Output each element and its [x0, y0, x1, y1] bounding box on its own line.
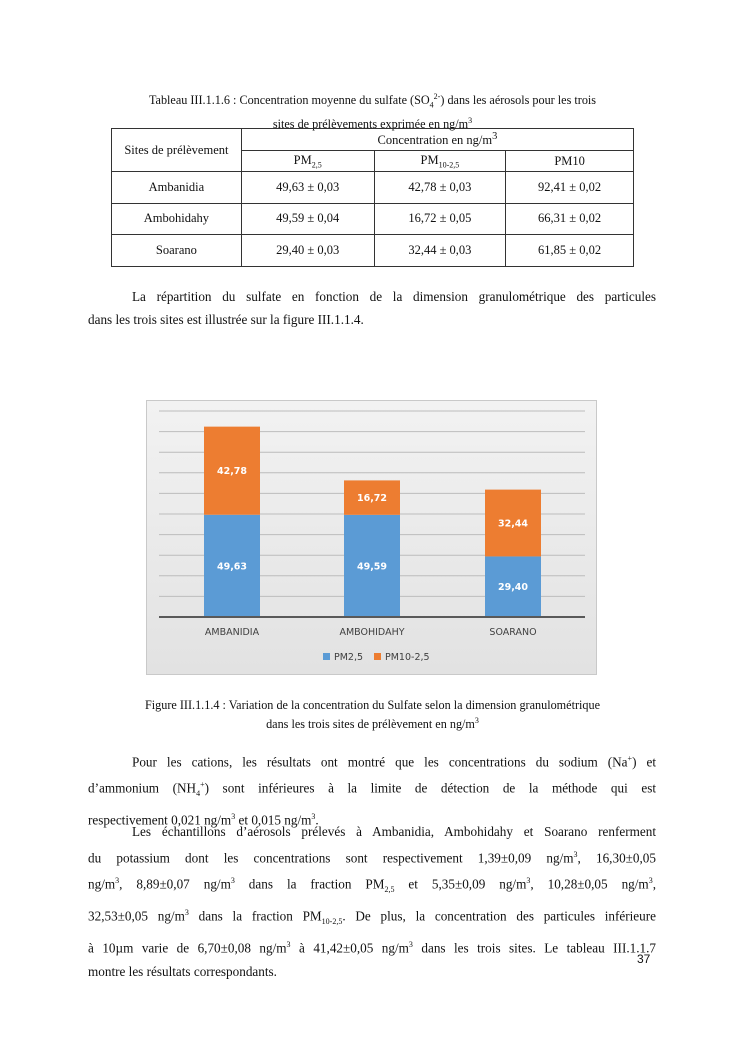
- category-label: AMBANIDIA: [204, 627, 260, 638]
- table-caption-line-1: Tableau III.1.1.6 : Concentration moyenne du sulfate $(SO_4^{2-})$ dans les aérosols pour les trois: [148, 92, 597, 110]
- table-row: [112, 172, 634, 204]
- paragraph-line: La répartition du sulfate en fonction de la dimension granulométrique des particules: [132, 289, 656, 304]
- cell-site: Ambohidahy: [112, 203, 242, 235]
- data-label: 32,44: [497, 518, 529, 530]
- paragraph-line: à 10µm varie de 6,70±0,08 $ng/m^3$ à 41,42±0,05 $ng/m^3$ dans les trois sites. Le tableau III.1.1.7: [88, 940, 657, 956]
- header-pm10-25: $PM_{10-2,5}$: [374, 151, 506, 172]
- paragraph-line: respectivement 0,021 $ng/m^3$ et 0,015 $ng/m^3$.: [88, 812, 319, 828]
- data-label: 49,59: [356, 561, 388, 573]
- paragraph-3: [88, 820, 656, 983]
- cell-pm10: 92,41 ± 0,02: [506, 172, 634, 204]
- cell-pm10-25: 32,44 ± 0,03: [374, 235, 506, 267]
- figure-caption: [100, 698, 645, 732]
- table-row: [112, 235, 634, 267]
- data-label: 16,72: [356, 493, 388, 505]
- cell-pm25: 49,59 ± 0,04: [241, 203, 374, 235]
- cell-pm10-25: 16,72 ± 0,05: [374, 203, 506, 235]
- table-caption-line-2: sites de prélèvements exprimée en $ng/m^3$: [272, 115, 473, 131]
- cell-pm25: 49,63 ± 0,03: [241, 172, 374, 204]
- cell-pm10: 61,85 ± 0,02: [506, 235, 634, 267]
- cell-pm10: 66,31 ± 0,02: [506, 203, 634, 235]
- header-pm10: PM10: [506, 151, 634, 172]
- sulfate-chart: [146, 400, 597, 675]
- paragraph-1: [88, 285, 656, 331]
- paragraph-line: 32,53±0,05 $ng/m^3$ dans la fraction $PM_{10-2,5}$. De plus, la concentration des particules inférieure: [88, 908, 656, 927]
- category-label: SOARANO: [489, 627, 537, 638]
- figure-caption-line-1: Figure III.1.1.4 : Variation de la concentration du Sulfate selon la dimension granulométrique: [145, 698, 600, 712]
- legend-entry: PM2,5: [334, 652, 364, 663]
- cell-site: Soarano: [112, 235, 242, 267]
- legend-swatch: [323, 653, 330, 660]
- paragraph-line: dans les trois sites est illustrée sur la figure III.1.1.4.: [88, 312, 364, 327]
- table-caption: [100, 89, 645, 132]
- paragraph-line: montre les résultats correspondants.: [88, 963, 277, 979]
- category-label: AMBOHIDAHY: [339, 627, 405, 638]
- chart-canvas: [147, 401, 598, 676]
- header-concentration: Concentration en $ng/m^3$: [241, 129, 633, 151]
- data-label: 49,63: [216, 561, 248, 573]
- cell-site: Ambanidia: [112, 172, 242, 204]
- legend-entry: PM10-2,5: [385, 652, 430, 663]
- cell-pm25: 29,40 ± 0,03: [241, 235, 374, 267]
- paragraph-line: d’ammonium $(NH_4^+)$ sont inférieures à la limite de détection de la méthode qui est: [88, 780, 656, 799]
- sulfate-table: [111, 128, 634, 267]
- header-pm25: $PM_{2,5}$: [241, 151, 374, 172]
- paragraph-line: du potassium dont les concentrations sont respectivement 1,39±0,09 $ng/m^3$, 16,30±0,05: [88, 850, 656, 866]
- figure-caption-line-2: dans les trois sites de prélèvement en $ng/m^3$: [266, 716, 479, 732]
- paragraph-line: Les échantillons d’aérosols prélevés à Ambanidia, Ambohidahy et Soarano renferment: [132, 824, 656, 839]
- paragraph-line: $ng/m^3$, 8,89±0,07 $ng/m^3$ dans la fraction $PM_{2,5}$ et 5,35±0,09 $ng/m^3$, 10,28±0,05 $ng/m^3$,: [88, 876, 656, 895]
- table-row: [112, 203, 634, 235]
- data-label: 42,78: [216, 466, 248, 478]
- header-sites: Sites de prélèvement: [112, 129, 242, 172]
- legend-swatch: [374, 653, 381, 660]
- data-label: 29,40: [497, 582, 529, 594]
- paragraph-line: Pour les cations, les résultats ont montré que les concentrations du sodium (Na+) et: [132, 754, 656, 770]
- page-number: 37: [637, 952, 651, 966]
- cell-pm10-25: 42,78 ± 0,03: [374, 172, 506, 204]
